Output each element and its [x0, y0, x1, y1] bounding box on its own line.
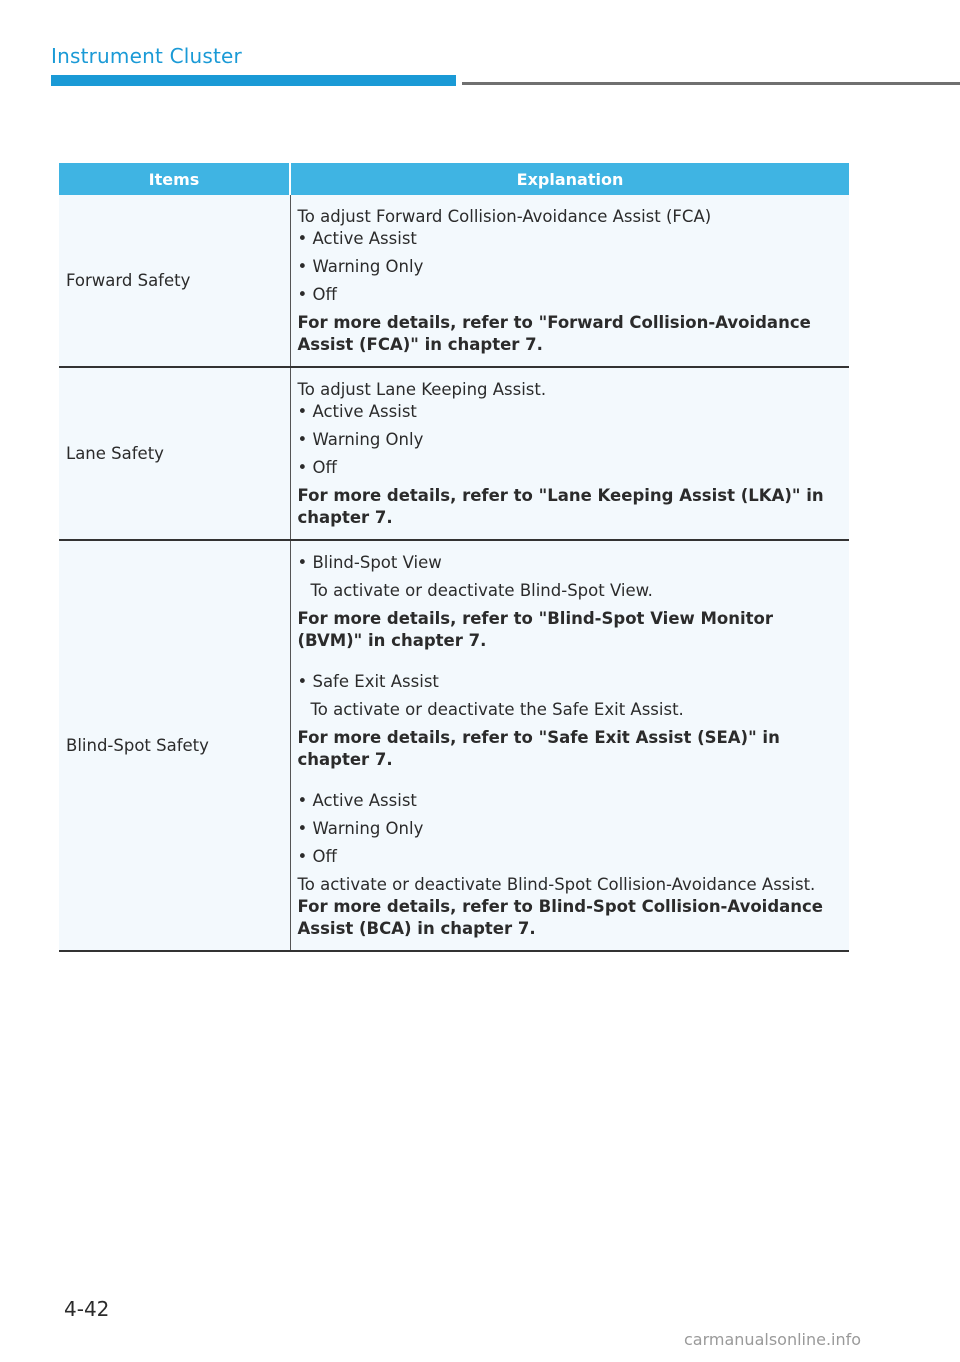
bullet-description: To activate or deactivate the Safe Exit Assist.	[310, 700, 684, 719]
row-item-name: Forward Safety	[59, 195, 290, 367]
bullet-item: • Warning Only	[297, 257, 424, 276]
bullet-item: • Active Assist	[297, 402, 417, 421]
bullet-item: • Safe Exit Assist	[297, 672, 439, 691]
row-item-name: Blind-Spot Safety	[59, 540, 290, 951]
reference-note: For more details, refer to "Forward Collision-Avoidance Assist (FCA)" in chapter 7.	[297, 313, 811, 354]
bullet-description: To activate or deactivate Blind-Spot View.	[310, 581, 653, 600]
column-header-items: Items	[59, 163, 290, 195]
bullet-item: • Off	[297, 458, 337, 477]
table-row	[59, 367, 849, 540]
table-row	[59, 540, 849, 951]
bullet-item: • Off	[297, 285, 337, 304]
reference-note: For more details, refer to "Lane Keeping Assist (LKA)" in chapter 7.	[297, 486, 824, 527]
reference-note: For more details, refer to "Blind-Spot View Monitor (BVM)" in chapter 7.	[297, 609, 774, 650]
bullet-item: • Warning Only	[297, 430, 424, 449]
row-explanation	[290, 195, 849, 367]
row-explanation	[290, 540, 849, 951]
bullet-item: • Active Assist	[297, 229, 417, 248]
explanation-description: To activate or deactivate Blind-Spot Collision-Avoidance Assist.	[297, 875, 816, 894]
bullet-item: • Warning Only	[297, 819, 424, 838]
header-divider-line	[462, 82, 960, 85]
bullet-item: • Active Assist	[297, 791, 417, 810]
explanation-intro: To adjust Lane Keeping Assist.	[297, 380, 547, 399]
column-header-explanation: Explanation	[290, 163, 849, 195]
section-title: Instrument Cluster	[51, 44, 242, 68]
reference-note: For more details, refer to Blind-Spot Collision-Avoidance Assist (BCA) in chapter 7.	[297, 897, 824, 938]
reference-note: For more details, refer to "Safe Exit Assist (SEA)" in chapter 7.	[297, 728, 780, 769]
explanation-intro: To adjust Forward Collision-Avoidance Assist (FCA)	[297, 207, 712, 226]
header-accent-bar	[51, 75, 456, 86]
table-header-row	[59, 163, 849, 195]
table-row	[59, 195, 849, 367]
page-number: 4-42	[64, 1297, 110, 1321]
bullet-item: • Off	[297, 847, 337, 866]
row-explanation	[290, 367, 849, 540]
watermark: carmanualsonline.info	[684, 1330, 862, 1349]
bullet-item: • Blind-Spot View	[297, 553, 442, 572]
row-item-name: Lane Safety	[59, 367, 290, 540]
settings-table	[59, 163, 849, 952]
